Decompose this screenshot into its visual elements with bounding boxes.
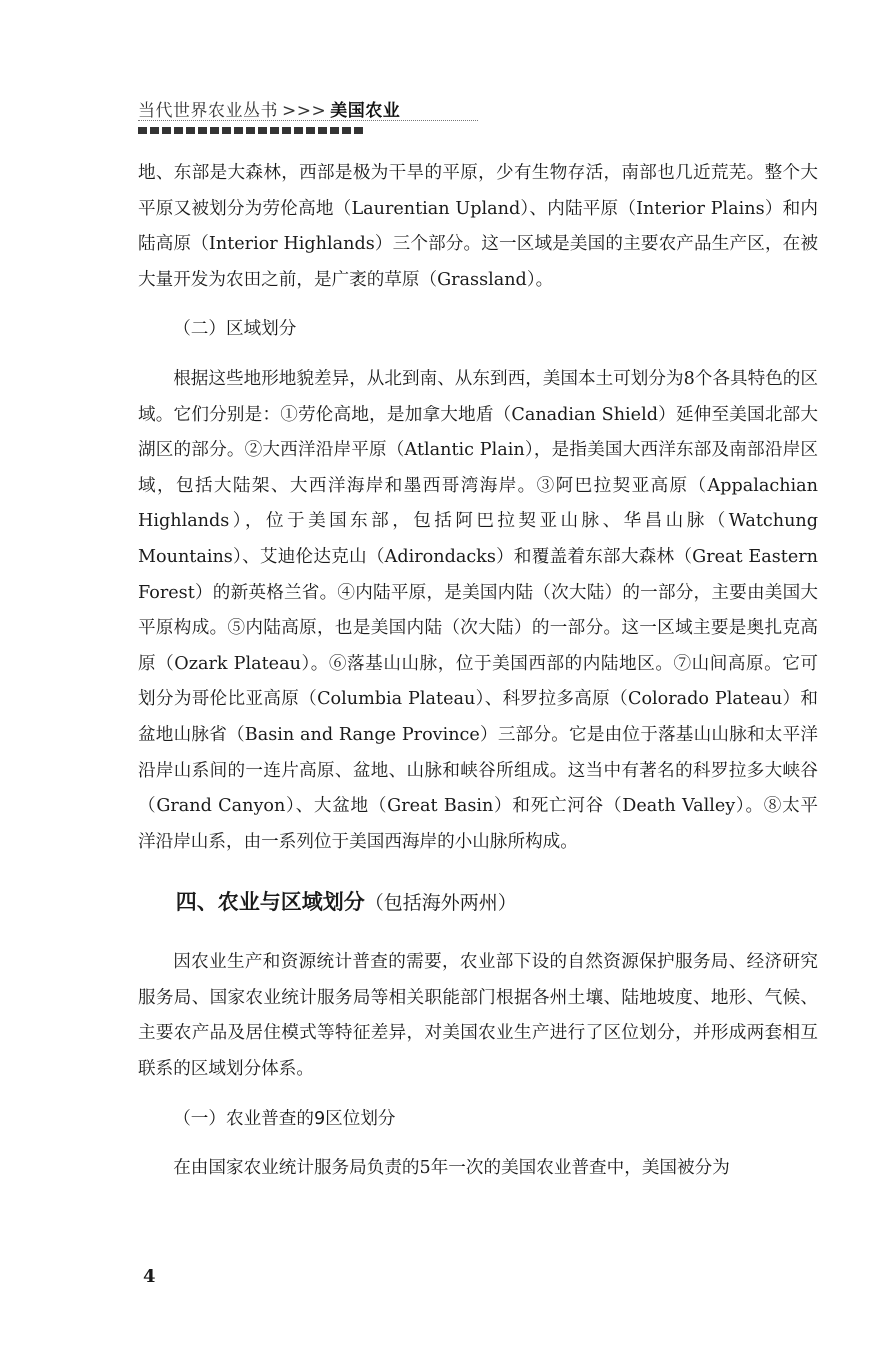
subheading-regional-division: （二）区域划分 xyxy=(173,319,297,340)
section-heading-subtitle: （包括海外两州） xyxy=(364,892,517,915)
paragraph-census: 在由国家农业统计服务局负责的5年一次的美国农业普查中，美国被分为 xyxy=(173,1158,730,1179)
book-title: 美国农业 xyxy=(330,101,401,121)
header-separator: >>> xyxy=(282,101,327,121)
header-dotted-rule xyxy=(138,120,478,121)
running-header xyxy=(138,96,400,121)
page-body xyxy=(138,156,818,1187)
series-title: 当代世界农业丛书 xyxy=(138,101,278,121)
paragraph-eight-regions: 根据这些地形地貌差异，从北到南、从东到西，美国本土可划分为8个各具特色的区域。它们分别是：①劳伦高地，是加拿大地盾（Canadian Shield）延伸至美国北部大湖区的部分。②大西洋沿岸平原（Atlantic Plain），是指美国大西洋东部及南部沿岸区域，包括大陆架、大西洋海岸和墨西哥湾海岸。③阿巴拉契亚高原（Appalachian Highlands），位于美国东部，包括阿巴拉契亚山脉、华昌山脉（Watchung Mountains）、艾迪伦达克山（Adirondacks）和覆盖着东部大森林（Great Eastern Forest）的新英格兰省。④内陆平原，是美国内陆（次大陆）的一部分，主要由美国大平原构成。⑤内陆高原，也是美国内陆（次大陆）的一部分。这一区域主要是奥扎克高原（Ozark Plateau）。⑥落基山山脉，位于美国西部的内陆地区。⑦山间高原。它可划分为哥伦比亚高原（Columbia Plateau）、科罗拉多高原（Colorado Plateau）和盆地山脉省（Basin and Range Province）三部分。它是由位于落基山山脉和太平洋沿岸山系间的一连片高原、盆地、山脉和峡谷所组成。这当中有著名的科罗拉多大峡谷（Grand Canyon）、大盆地（Great Basin）和死亡河谷（Death Valley）。⑧太平洋沿岸山系，由一系列位于美国西海岸的小山脉所构成。 xyxy=(138,368,818,852)
section-heading-title: 四、农业与区域划分 xyxy=(175,890,365,915)
paragraph-agricultural-zoning: 因农业生产和资源统计普查的需要，农业部下设的自然资源保护服务局、经济研究服务局、国家农业统计服务局等相关职能部门根据各州土壤、陆地坡度、地形、气候、主要农产品及居住模式等特征差异，对美国农业生产进行了区位划分，并形成两套相互联系的区域划分体系。 xyxy=(138,952,818,1080)
page-number: 4 xyxy=(143,1266,156,1287)
header-decorative-bar xyxy=(138,127,366,134)
subheading-census-nine-regions: （一）农业普查的9区位划分 xyxy=(173,1108,396,1129)
section-heading xyxy=(138,882,818,923)
paragraph-continued: 地、东部是大森林，西部是极为干旱的平原，少有生物存活，南部也几近荒芜。整个大平原又被划分为劳伦高地（Laurentian Upland）、内陆平原（Interior Plains）和内陆高原（Interior Highlands）三个部分。这一区域是美国的主要农产品生产区，在被大量开发为农田之前，是广袤的草原（Grassland）。 xyxy=(138,163,818,290)
